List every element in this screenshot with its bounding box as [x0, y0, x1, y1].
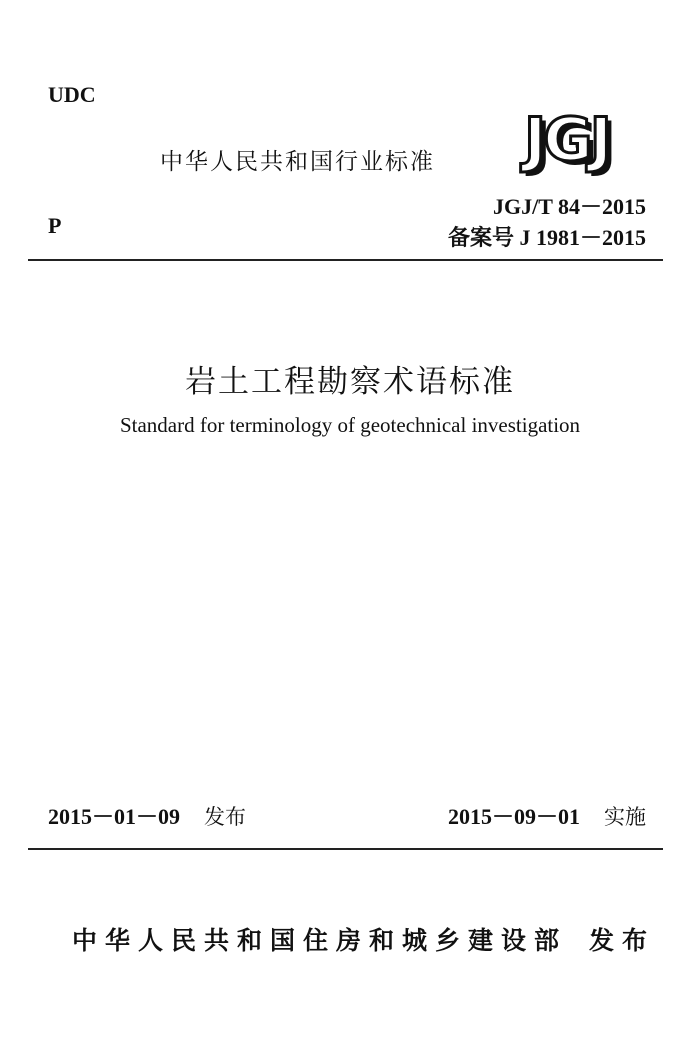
jgj-logo: JGJ — [524, 105, 609, 175]
effective-date-row — [448, 800, 646, 831]
issue-date: 2015－01－09 — [48, 804, 181, 829]
issue-date-row — [48, 800, 246, 831]
publisher-name: 中华人民共和国住房和城乡建设部 — [72, 926, 568, 955]
issue-label: 发布 — [204, 805, 247, 829]
effective-date: 2015－09－01 — [447, 804, 580, 829]
top-divider — [28, 259, 663, 261]
bottom-divider — [28, 848, 663, 850]
publisher-line — [72, 921, 655, 957]
standard-number: JGJ/T 84－2015 — [492, 194, 646, 219]
category-code: P — [48, 213, 62, 238]
industry-standard-title: 中华人民共和国行业标准 — [160, 149, 435, 175]
document-title-zh: 岩土工程勘察术语标准 — [185, 364, 515, 400]
udc-label: UDC — [48, 82, 96, 107]
filing-number: 备案号 J 1981－2015 — [447, 225, 646, 250]
document-title-en: Standard for terminology of geotechnical investigation — [119, 413, 581, 437]
effective-label: 实施 — [604, 805, 646, 829]
publish-label: 发布 — [589, 926, 656, 955]
